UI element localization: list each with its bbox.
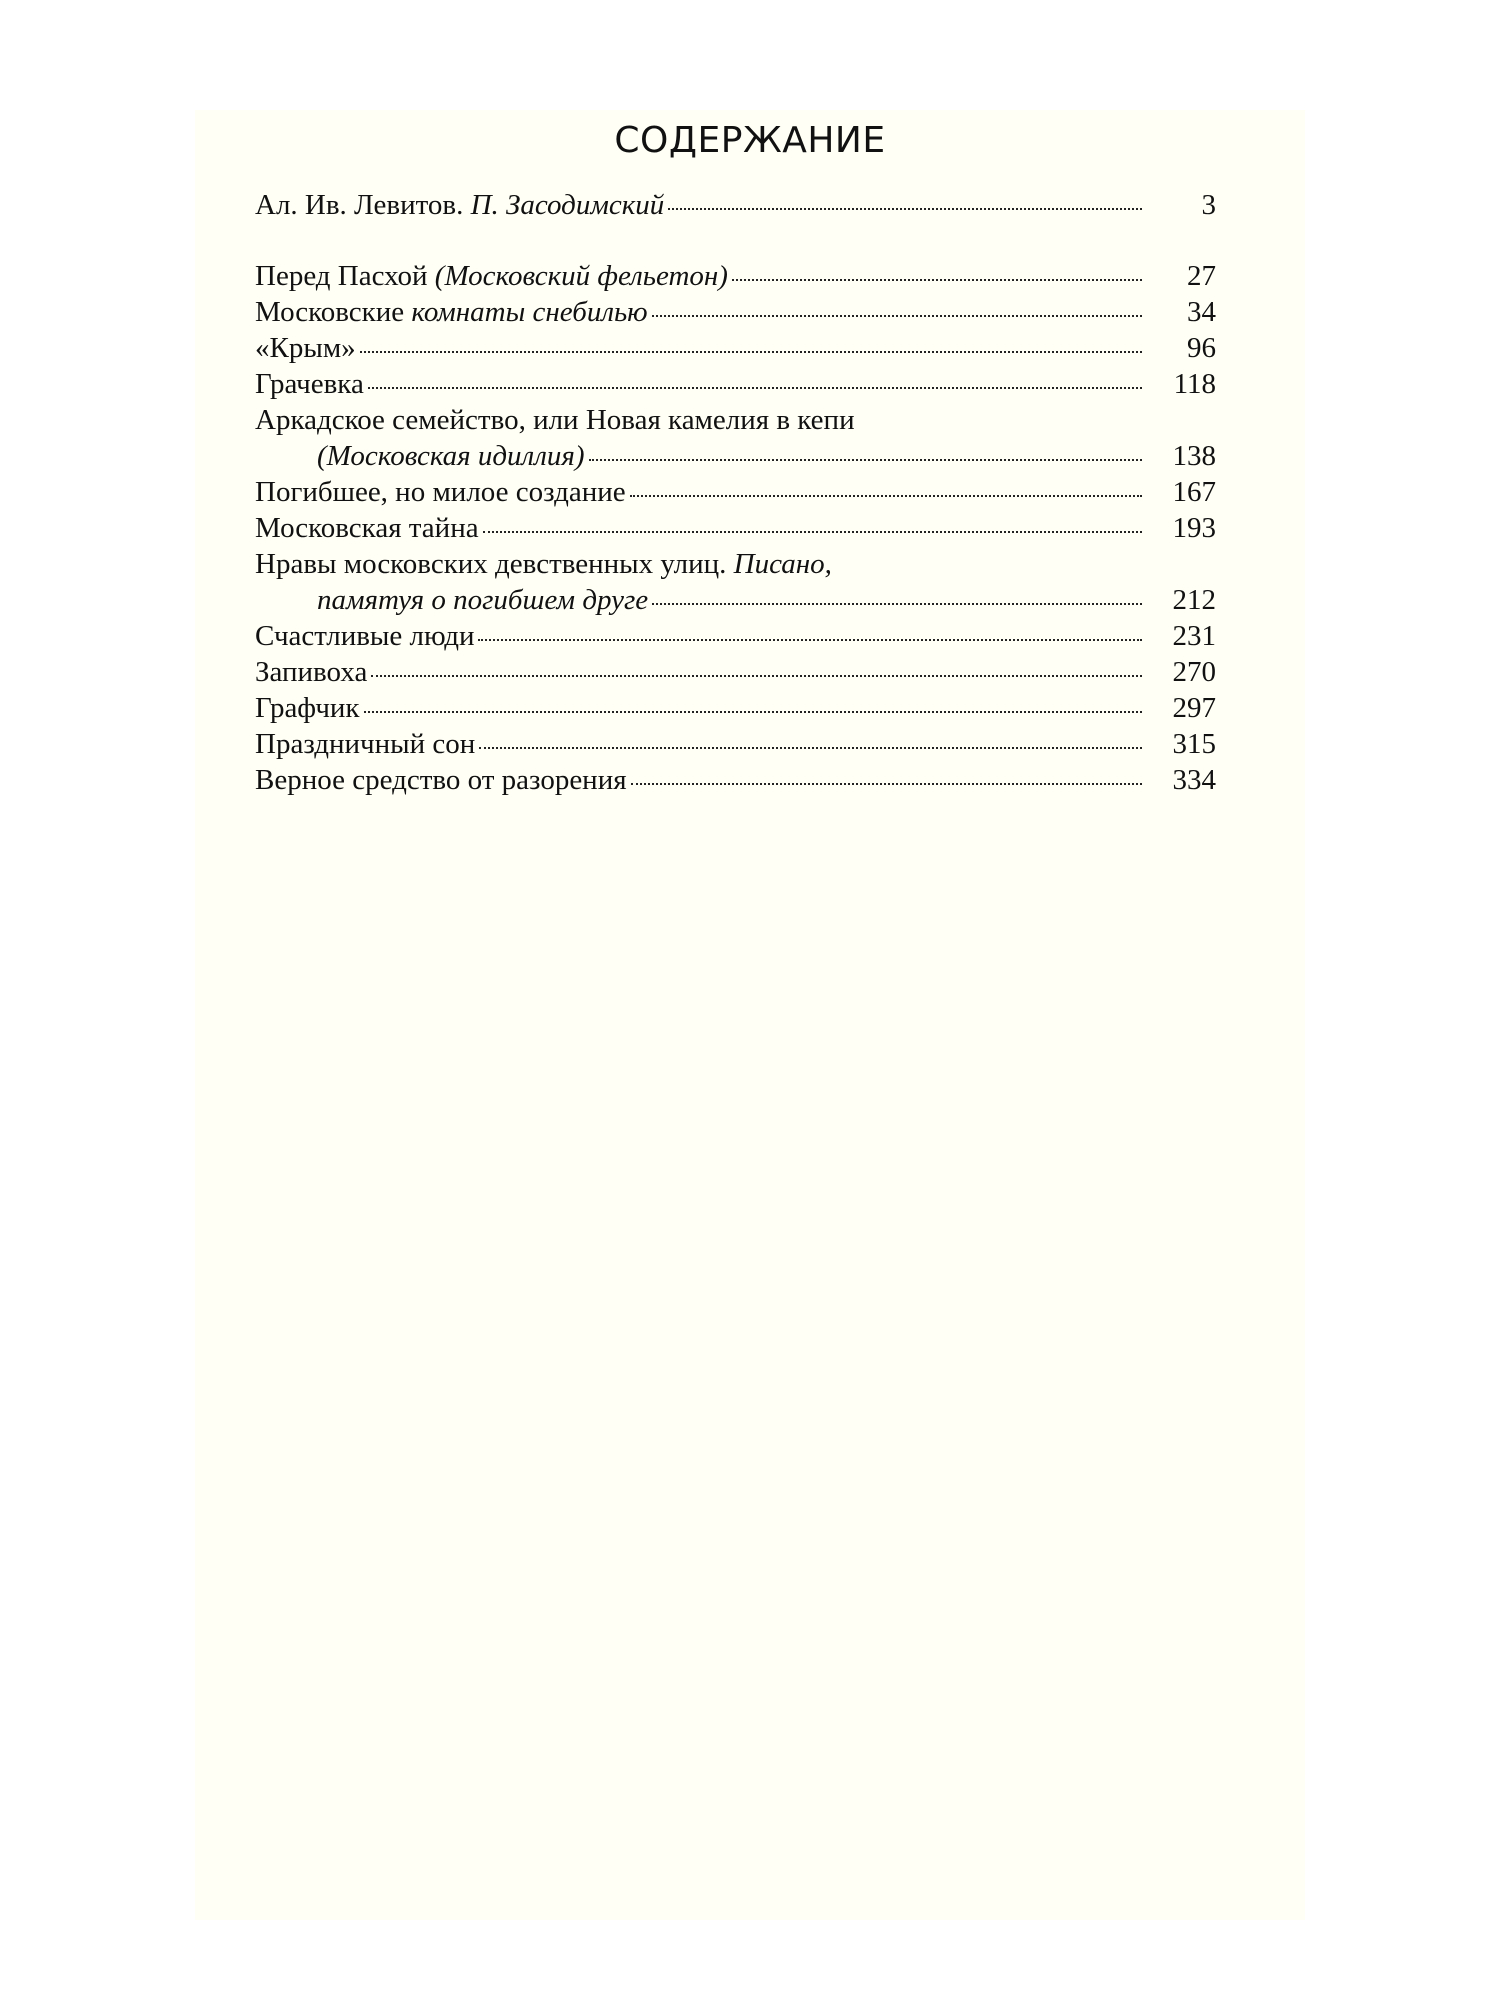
toc-entry-title (255, 582, 648, 618)
toc-entry-text: Верное средство от разорения (255, 764, 627, 796)
toc-entry-italic: памятуя о погибшем друге (317, 584, 649, 616)
dot-leader (631, 781, 1142, 785)
toc-entry-text: Московские (255, 296, 405, 328)
page-title: СОДЕРЖАНИЕ (614, 120, 886, 161)
toc-entry-text: Счастливые люди (255, 620, 475, 652)
toc-entry-title (255, 474, 626, 510)
toc-page-number: 334 (1172, 764, 1216, 796)
toc-entry-title (255, 618, 474, 654)
book-page (195, 110, 1305, 1920)
dot-leader (630, 493, 1142, 497)
dot-leader (371, 673, 1142, 677)
toc-entry-text: Аркадское семейство, или Новая камелия в кепи (255, 404, 855, 436)
toc-entry-text: Московская тайна (255, 512, 479, 544)
toc-entry-title (255, 330, 356, 366)
toc-entry-text: Запивоха (255, 656, 368, 688)
toc-entry (255, 546, 1216, 582)
toc-entry-text: Перед Пасхой (255, 260, 428, 292)
dot-leader (668, 206, 1142, 210)
toc-entry (255, 187, 1216, 223)
toc-page-number: 297 (1172, 692, 1216, 724)
dot-leader (360, 349, 1142, 353)
dot-leader (364, 709, 1142, 713)
toc-page-number: 138 (1172, 440, 1216, 472)
toc-entry-title (255, 294, 648, 330)
toc-page-number: 193 (1172, 512, 1216, 544)
toc-entry-text: Ал. Ив. Левитов. (255, 189, 464, 221)
toc-entry (255, 726, 1216, 762)
toc-entry-italic: (Московская идиллия) (317, 440, 585, 472)
dot-leader (652, 601, 1142, 605)
toc-entry (255, 330, 1216, 366)
toc-entry-text: Нравы московских девственных улиц. (255, 548, 727, 580)
toc-entry (255, 762, 1216, 798)
toc-entry (255, 510, 1216, 546)
toc-page-number: 212 (1172, 584, 1216, 616)
toc-entry-title (255, 438, 585, 474)
toc-entry (255, 366, 1216, 402)
toc-entry (255, 690, 1216, 726)
toc-page-number: 96 (1187, 332, 1216, 364)
toc-page-number: 3 (1201, 189, 1216, 221)
dot-leader (483, 529, 1142, 533)
toc-entry-text: «Крым» (255, 332, 356, 364)
toc-entry-continuation (255, 438, 1216, 474)
dot-leader (478, 637, 1142, 641)
toc-entry-text: Графчик (255, 692, 360, 724)
toc-entry-text: Грачевка (255, 368, 364, 400)
toc-entry-text: Погибшее, но милое создание (255, 476, 626, 508)
toc-page-number: 34 (1187, 296, 1216, 328)
toc-entry-text: Праздничный сон (255, 728, 476, 760)
toc-entry (255, 294, 1216, 330)
dot-leader (368, 385, 1142, 389)
toc-entry-title (255, 654, 367, 690)
toc-entry-title (255, 546, 832, 582)
toc-entry-italic: комнаты снебилью (411, 296, 648, 328)
dot-leader (732, 277, 1142, 281)
toc-entry-title (255, 187, 664, 223)
toc-entry (255, 402, 1216, 438)
toc-entry (255, 258, 1216, 294)
toc-entry (255, 474, 1216, 510)
toc-entry (255, 654, 1216, 690)
toc-entry-title (255, 690, 360, 726)
toc-entry-italic: (Московский фельетон) (434, 260, 728, 292)
toc-page-number: 27 (1187, 260, 1216, 292)
toc-page-number: 118 (1173, 368, 1216, 400)
toc-page-number: 270 (1172, 656, 1216, 688)
toc-entry (255, 618, 1216, 654)
table-of-contents (255, 187, 1216, 798)
dot-leader (652, 313, 1142, 317)
toc-entry-title (255, 726, 475, 762)
toc-entry-title (255, 402, 855, 438)
toc-page-number: 315 (1172, 728, 1216, 760)
toc-entry-title (255, 258, 728, 294)
toc-page-number: 167 (1172, 476, 1216, 508)
dot-leader (589, 457, 1143, 461)
toc-entry-title (255, 366, 364, 402)
dot-leader (479, 745, 1142, 749)
toc-entry-continuation (255, 582, 1216, 618)
toc-entry-italic: П. Засодимский (470, 189, 665, 221)
toc-entry-title (255, 762, 627, 798)
toc-page-number: 231 (1172, 620, 1216, 652)
toc-entry-title (255, 510, 479, 546)
toc-entry-italic: Писано, (733, 548, 832, 580)
